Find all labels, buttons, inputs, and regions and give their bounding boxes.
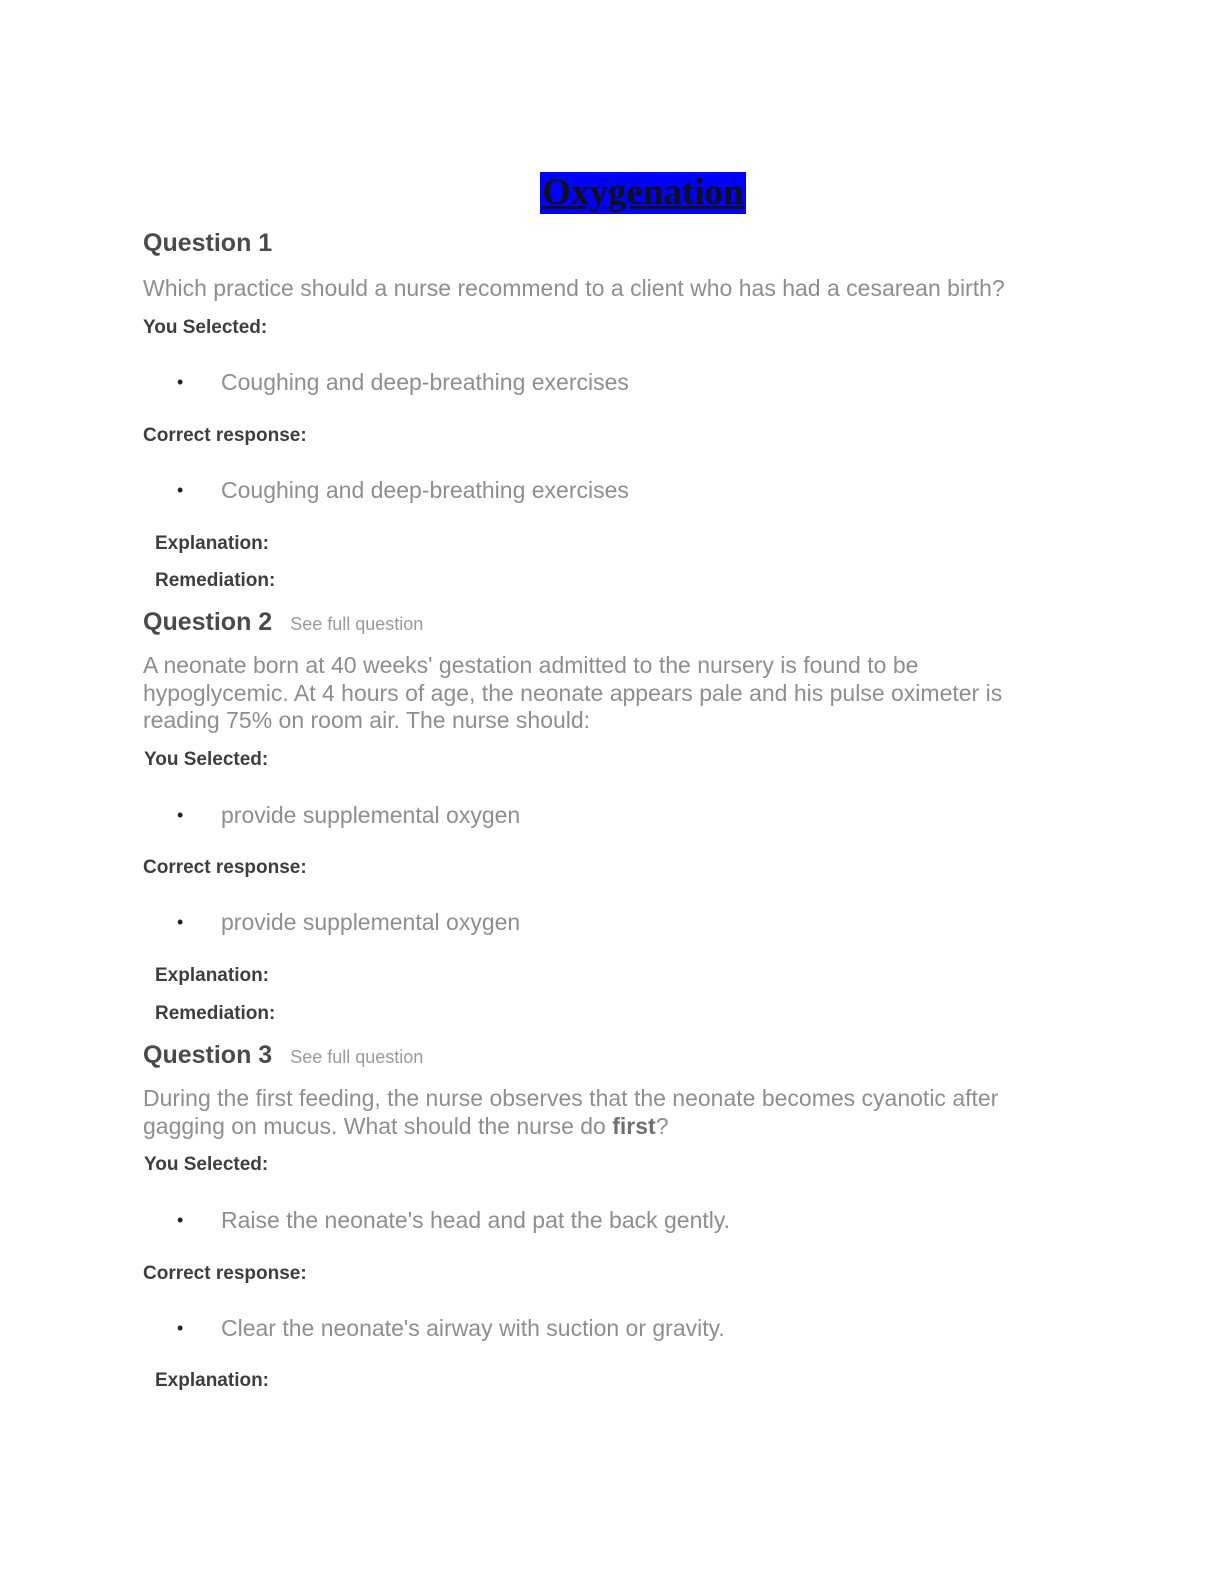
question-2-title: Question 2: [143, 608, 273, 636]
question-1-text: Which practice should a nurse recommend to a client who has had a cesarean birth?: [143, 275, 1005, 301]
q1-selected-answer: [177, 368, 629, 396]
bullet-icon: •: [177, 1210, 184, 1230]
question-3-text-end: ?: [655, 1112, 669, 1139]
q2-remediation-label: Remediation:: [155, 1003, 276, 1024]
q1-correct-answer: [177, 476, 629, 504]
q2-correct-response-label: Correct response:: [143, 857, 307, 878]
q3-explanation-label: Explanation:: [155, 1370, 270, 1391]
q1-correct-answer-text: Coughing and deep-breathing exercises: [221, 477, 629, 503]
bullet-icon: •: [177, 805, 184, 825]
title-container: [0, 172, 1224, 214]
q1-explanation-label: Explanation:: [155, 533, 270, 554]
q2-explanation-label: Explanation:: [155, 965, 270, 986]
q2-selected-answer-text: provide supplemental oxygen: [221, 802, 521, 828]
bullet-icon: •: [177, 912, 184, 932]
q2-you-selected-label: You Selected:: [144, 749, 269, 770]
question-2-heading: [143, 607, 423, 639]
q2-correct-answer-text: provide supplemental oxygen: [221, 909, 521, 935]
bullet-icon: •: [177, 480, 184, 500]
question-3-title: Question 3: [143, 1041, 273, 1069]
see-full-question-link[interactable]: See full question: [290, 614, 424, 634]
q1-correct-response-label: Correct response:: [143, 425, 307, 446]
document-title: Oxygenation: [542, 172, 744, 213]
question-1-heading: [143, 228, 272, 258]
q3-selected-answer-text: Raise the neonate's head and pat the back gently.: [221, 1207, 731, 1233]
question-1-title: Question 1: [143, 229, 273, 257]
q3-correct-response-label: Correct response:: [143, 1263, 307, 1284]
q2-correct-answer: [177, 908, 521, 936]
q3-correct-answer-text: Clear the neonate's airway with suction or gravity.: [221, 1315, 725, 1341]
question-2-text: A neonate born at 40 weeks' gestation admitted to the nursery is found to be hypoglycemic. At 4 hours of age, the neonate appears pale and his pulse oximeter is reading 75% on room air. The nurse should:: [143, 652, 1003, 733]
q3-selected-answer: [177, 1206, 731, 1234]
q1-you-selected-label: You Selected:: [143, 317, 268, 338]
q3-correct-answer: [177, 1314, 725, 1342]
see-full-question-link[interactable]: See full question: [290, 1047, 424, 1067]
q1-selected-answer-text: Coughing and deep-breathing exercises: [221, 369, 629, 395]
q1-remediation-label: Remediation:: [155, 570, 276, 591]
q3-you-selected-label: You Selected:: [144, 1154, 269, 1175]
bullet-icon: •: [177, 1318, 184, 1338]
bullet-icon: •: [177, 372, 184, 392]
question-3-text-main: During the first feeding, the nurse observes that the neonate becomes cyanotic after gagging on mucus. What should the nurse do: [143, 1085, 999, 1139]
question-3-heading: [143, 1040, 423, 1072]
question-3-text: [143, 1085, 1063, 1140]
question-3-text-emphasis: first: [612, 1112, 656, 1139]
q2-selected-answer: [177, 801, 521, 829]
